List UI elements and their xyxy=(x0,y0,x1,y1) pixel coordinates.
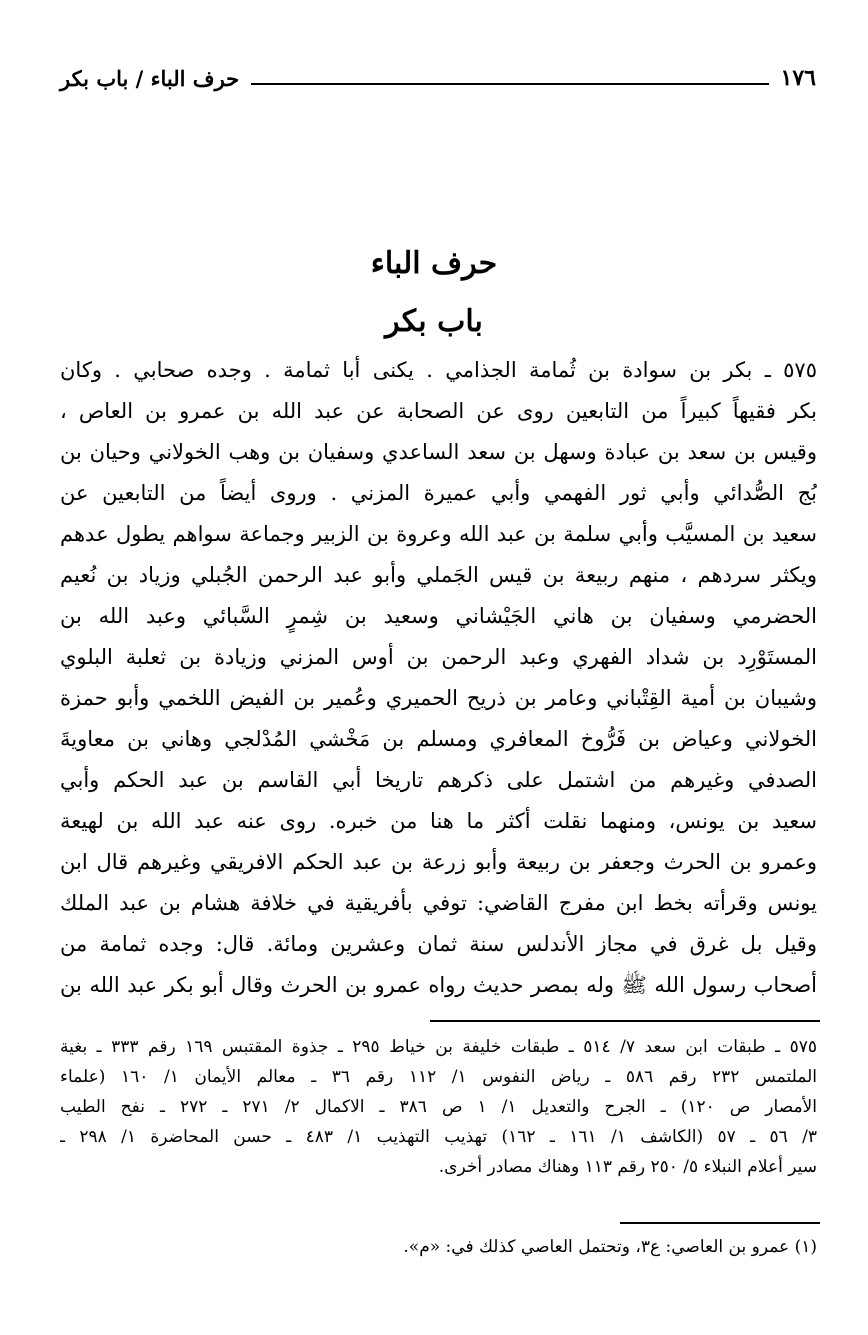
text-line: الخولاني وعياض بن فَرُّوخ المعافري ومسلم بن مَخْشي المُدْلجي وهاني بن معاويةَ xyxy=(60,727,817,751)
source-line: سير أعلام النبلاء ٥/ ٢٥٠ رقم ١١٣ وهناك مصادر أخرى. xyxy=(438,1157,817,1177)
footnote-divider xyxy=(620,1222,820,1224)
text-line: الصدفي وغيرهم من اشتمل على ذكرهم تاريخا أبي القاسم بن عبد الحكم وأبي xyxy=(60,768,817,792)
text-line: وعمرو بن الحرث وجعفر بن ربيعة وأبو زرعة بن عبد الحكم الافريقي وغيرهم قال ابن xyxy=(60,850,817,874)
text-line: يونس وقرأته بخط ابن مفرج القاضي: توفي بأفريقية في خلافة هشام بن عبد الملك xyxy=(60,891,817,915)
text-line: سعيد بن المسيَّب وأبي سلمة بن عبد الله وعروة بن الزبير وجماعة سواهم يطول عدهم xyxy=(60,522,817,546)
text-line: وشيبان بن أمية القِتْباني وعامر بن ذريح الحميري وعُمير بن الفيض اللخمي وأبو حمزة xyxy=(60,686,817,710)
text-line: بكر فقيهاً كبيراً من التابعين روى عن الصحابة عن عبد الله بن عمرو بن العاص ، xyxy=(60,399,817,423)
footnote: (١) عمرو بن العاصي: ع٣، وتحتمل العاصي كذلك في: «م». xyxy=(403,1237,817,1257)
letter-heading: حرف الباء xyxy=(370,246,498,281)
source-line: الأمصار ص ١٢٠) ـ الجرح والتعديل ١/ ١ ص ٣٨٦ ـ الاكمال ٢/ ٢٧١ ـ ٢٧٢ ـ نفح الطيب xyxy=(60,1097,817,1117)
text-line: أصحاب رسول الله ﷺ وله بمصر حديث رواه عمرو بن الحرث وقال أبو بكر عبد الله بن xyxy=(60,973,817,997)
entry-text xyxy=(60,350,817,1006)
chapter-heading: باب بكر xyxy=(385,304,483,339)
text-line: ويكثر سردهم ، منهم ربيعة بن قيس الجَملي وأبو عبد الرحمن الجُبلي وزياد بن نُعيم xyxy=(60,563,817,587)
text-line: الحضرمي وسفيان بن هاني الجَيْشاني وسعيد بن شِمرٍ السَّبائي وعبد الله بن xyxy=(60,604,817,628)
text-line: وقيس بن سعد بن عبادة وسهل بن سعد الساعدي وسفيان بن وهب الخولاني وحيان بن xyxy=(60,440,817,464)
header-rule xyxy=(251,83,768,85)
text-line: ٥٧٥ ـ بكر بن سوادة بن ثُمامة الجذامي . يكنى أبا ثمامة . وجده صحابي . وكان xyxy=(60,358,817,382)
text-line: وقيل بل غرق في مجاز الأندلس سنة ثمان وعشرين ومائة. قال: وجده ثمامة من xyxy=(60,932,817,956)
running-head xyxy=(60,60,816,96)
source-line: الملتمس ٢٣٢ رقم ٥٨٦ ـ رياض النفوس ١/ ١١٢ رقم ٣٦ ـ معالم الأيمان ١/ ١٦٠ (علماء xyxy=(60,1067,817,1087)
text-line: سعيد بن يونس، ومنهما نقلت أكثر ما هنا من خبره. روى عنه عبد الله بن لهيعة xyxy=(60,809,817,833)
page-number: ١٧٦ xyxy=(780,65,816,91)
source-line: ٣/ ٥٦ ـ ٥٧ (الكاشف ١/ ١٦١ ـ ١٦٢) تهذيب التهذيب ١/ ٤٨٣ ـ حسن المحاضرة ١/ ٢٩٨ ـ xyxy=(60,1127,817,1147)
running-head-title: حرف الباء / باب بكر xyxy=(60,65,240,91)
text-line: بُج الصُّدائي وأبي ثور الفهمي وأبي عميرة المزني . وروى أيضاً من التابعين عن xyxy=(60,481,817,505)
sources-divider xyxy=(430,1020,820,1022)
sources-note xyxy=(60,1032,817,1182)
source-line: ٥٧٥ ـ طبقات ابن سعد ٧/ ٥١٤ ـ طبقات خليفة بن خياط ٢٩٥ ـ جذوة المقتبس ١٦٩ رقم ٣٣٣ ـ بغية xyxy=(60,1037,817,1057)
text-line: المستَوْرِد بن شداد الفهري وعبد الرحمن بن أوس المزني وزيادة بن ثعلبة البلوي xyxy=(60,645,817,669)
